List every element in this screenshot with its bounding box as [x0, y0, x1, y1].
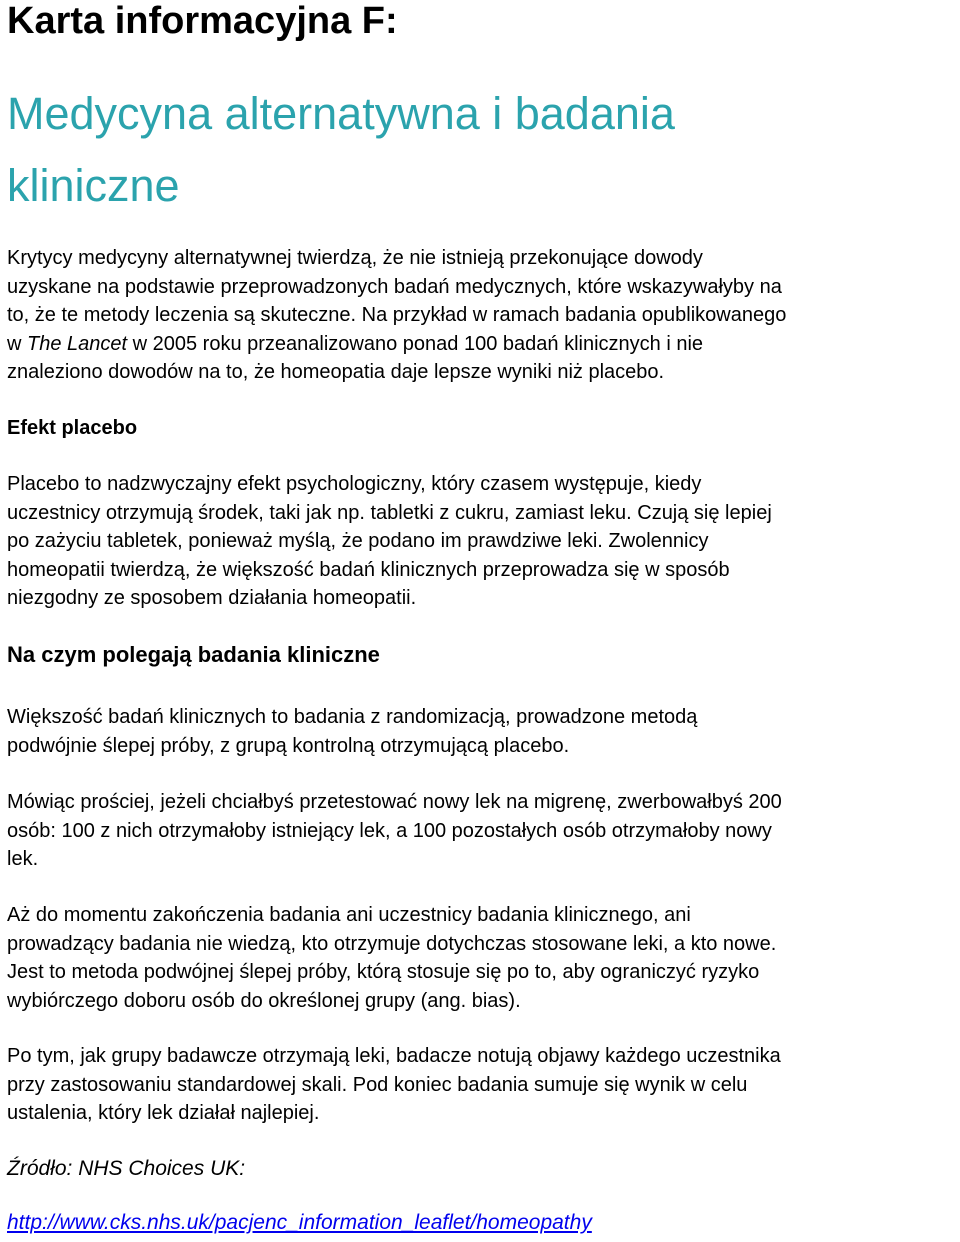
paragraph-line: Jest to metoda podwójnej ślepej próby, którą stosuje się po to, aby ograniczyć ryzyko	[7, 961, 760, 983]
intro-paragraph	[7, 244, 955, 387]
paragraph-line: Aż do momentu zakończenia badania ani uczestnicy badania klinicznego, ani	[7, 904, 691, 926]
paragraph-line: po zażyciu tabletek, ponieważ myślą, że podano im prawdziwe leki. Zwolennicy	[7, 530, 709, 552]
paragraph-line: Placebo to nadzwyczajny efekt psychologiczny, który czasem występuje, kiedy	[7, 473, 702, 495]
paragraph-line: Mówiąc prościej, jeżeli chciałbyś przetestować nowy lek na migrenę, zwerbowałbyś 200	[7, 791, 782, 813]
paragraph-line: podwójnie ślepej próby, z grupą kontrolną otrzymującą placebo.	[7, 734, 570, 757]
source-label: Źródło: NHS Choices UK:	[7, 1157, 246, 1180]
section-heading-trials: Na czym polegają badania kliniczne	[7, 642, 380, 667]
page-title-line: kliniczne	[7, 160, 180, 211]
paragraph-line: prowadzący badania nie wiedzą, kto otrzymuje dotychczas stosowane leki, a kto nowe.	[7, 932, 777, 955]
paragraph-line: osób: 100 z nich otrzymałoby istniejący lek, a 100 pozostałych osób otrzymałoby nowy	[7, 819, 772, 842]
trials-paragraph-3	[7, 901, 955, 1015]
paragraph-line: Krytycy medycyny alternatywnej twierdzą, że nie istnieją przekonujące dowody	[7, 247, 703, 269]
source-link[interactable]: http://www.cks.nhs.uk/pacjenc_information_leaflet/homeopathy	[7, 1211, 592, 1234]
paragraph-line: homeopatii twierdzą, że większość badań klinicznych przeprowadza się w sposób	[7, 558, 730, 581]
page-title	[7, 78, 907, 222]
paragraph-line: Większość badań klinicznych to badania z randomizacją, prowadzone metodą	[7, 706, 698, 728]
page-title-line: Medycyna alternatywna i badania	[7, 88, 675, 139]
paragraph-line: Po tym, jak grupy badawcze otrzymają leki, badacze notują objawy każdego uczestnika	[7, 1045, 781, 1067]
card-title: Karta informacyjna F:	[7, 0, 398, 42]
paragraph-line: niezgodny ze sposobem działania homeopatii.	[7, 587, 417, 609]
text-segment: w	[7, 332, 27, 355]
journal-name: The Lancet	[27, 332, 128, 355]
trials-paragraph-2	[7, 788, 955, 874]
paragraph-line: ustalenia, który lek działał najlepiej.	[7, 1102, 320, 1124]
paragraph-line: lek.	[7, 848, 39, 870]
section-heading-placebo: Efekt placebo	[7, 417, 138, 439]
paragraph-line: wybiórczego doboru osób do określonej grupy (ang. bias).	[7, 989, 521, 1012]
paragraph-line	[7, 330, 955, 359]
paragraph-line: przy zastosowaniu standardowej skali. Pod koniec badania sumuje się wynik w celu	[7, 1073, 748, 1096]
text-segment: w 2005 roku przeanalizowano ponad 100 badań klinicznych i nie	[127, 332, 704, 355]
paragraph-line: to, że te metody leczenia są skuteczne. Na przykład w ramach badania opublikowanego	[7, 304, 787, 326]
trials-paragraph-4	[7, 1042, 955, 1128]
paragraph-line: znaleziono dowodów na to, że homeopatia daje lepsze wyniki niż placebo.	[7, 361, 665, 383]
placebo-paragraph	[7, 470, 955, 613]
trials-paragraph-1	[7, 703, 955, 760]
paragraph-line: uczestnicy otrzymują środek, taki jak np. tabletki z cukru, zamiast leku. Czują się lepiej	[7, 501, 772, 524]
paragraph-line: uzyskane na podstawie przeprowadzonych badań medycznych, które wskazywałyby na	[7, 275, 782, 298]
